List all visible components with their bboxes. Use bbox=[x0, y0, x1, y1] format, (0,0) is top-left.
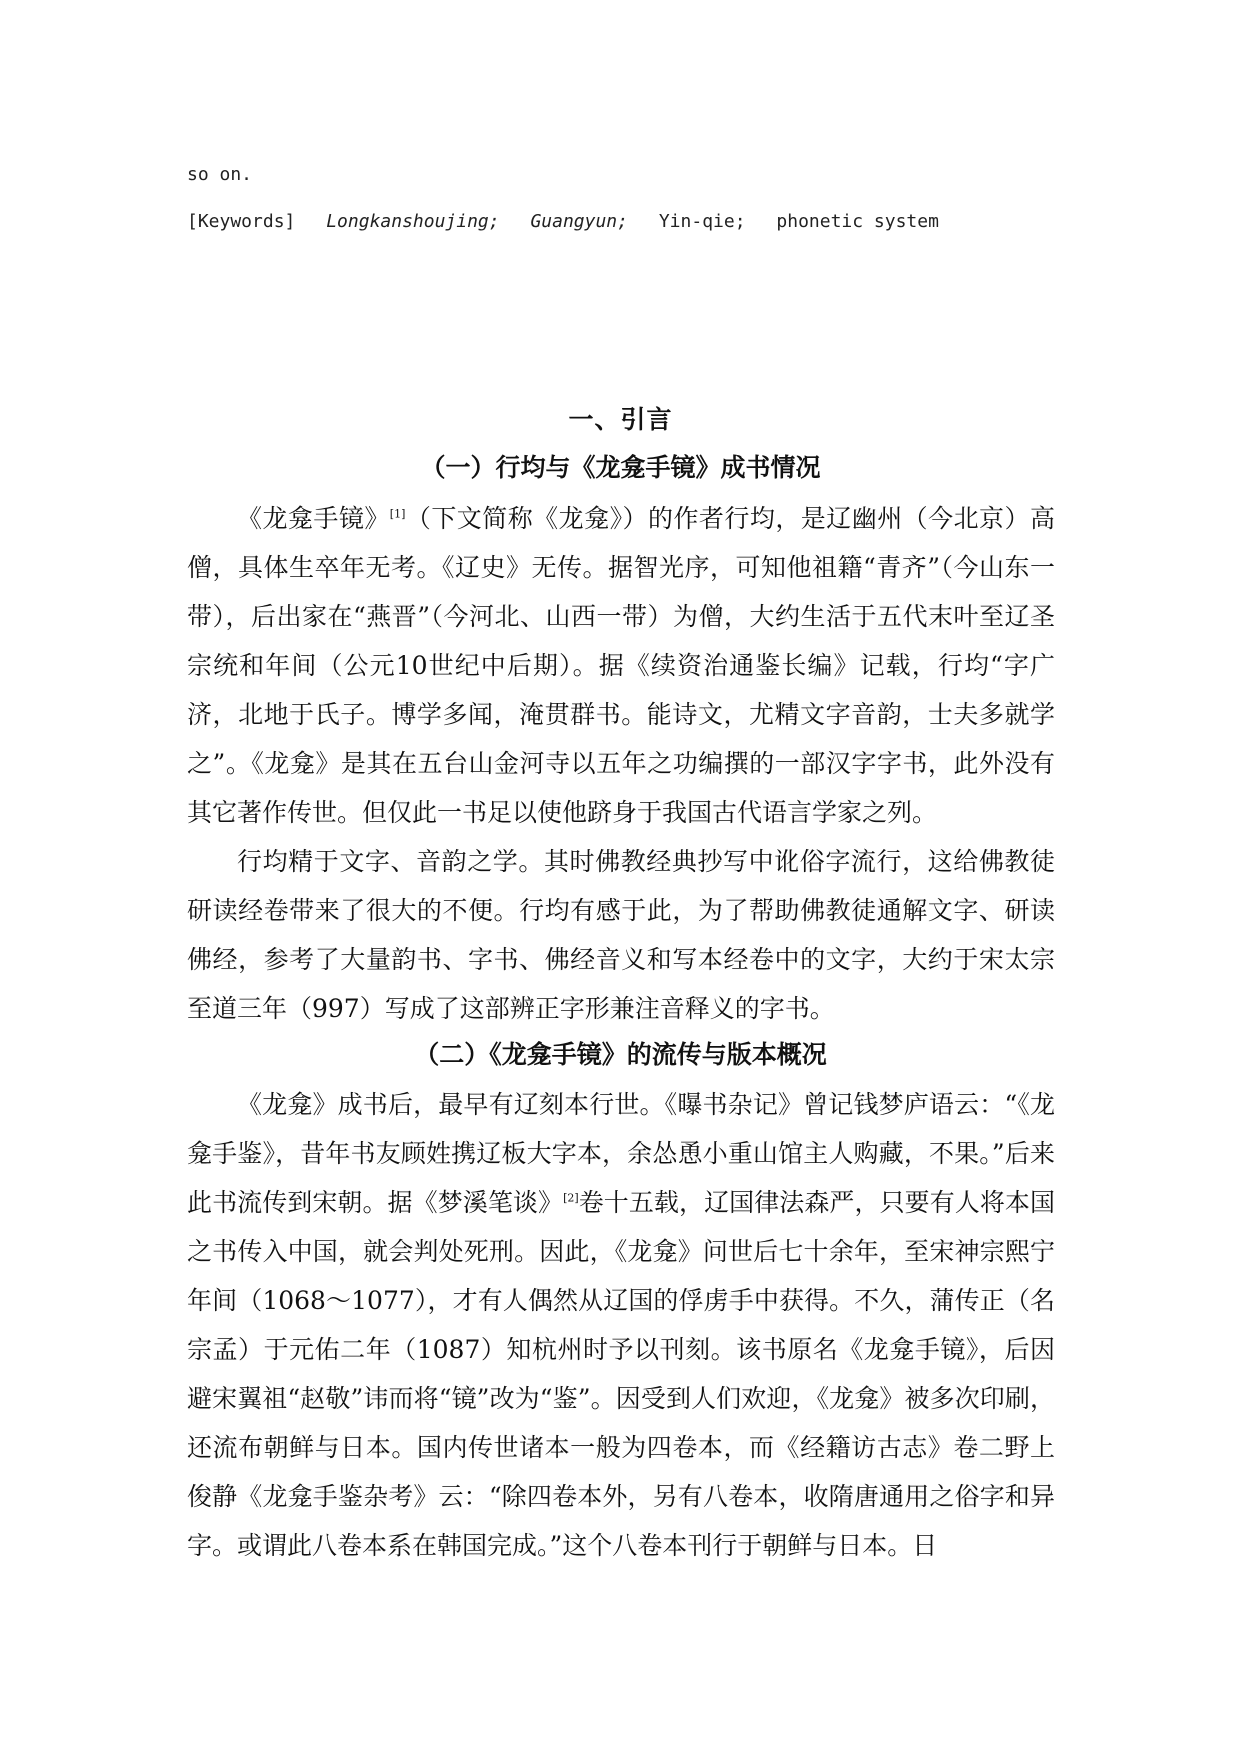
keyword: Yin-qie; bbox=[658, 211, 746, 232]
paragraph: 《龙龛手镜》[1]（下文简称《龙龛》）的作者行均，是辽幽州（今北京）高僧，具体生卒年无考。《辽史》无传。据智光序，可知他祖籍“青齐”（今山东一带），后出家在“燕晋”（今河北、山西一带）为僧，大约生活于五代末叶至辽圣宗统和年间（公元10世纪中后期）。据《续资治通鉴长编》记载，行均“字广济，北地于氏子。博学多闻，淹贯群书。能诗文，尤精文字音韵，士夫多就学之”。《龙龛》是其在五台山金河寺以五年之功编撰的一部汉字字书，此外没有其它著作传世。但仅此一书足以使他跻身于我国古代语言学家之列。 bbox=[187, 504, 1055, 827]
keyword: phonetic system bbox=[776, 211, 939, 232]
paragraph: 行均精于文字、音韵之学。其时佛教经典抄写中讹俗字流行，这给佛教徒研读经卷带来了很大的不便。行均有感于此，为了帮助佛教徒通解文字、研读佛经，参考了大量韵书、字书、佛经音义和写本经卷中的文字，大约于宋太宗至道三年（997）写成了这部辨正字形兼注音释义的字书。 bbox=[187, 847, 1055, 1023]
paragraph: 《龙龛》成书后，最早有辽刻本行世。《曝书杂记》曾记钱梦庐语云：“《龙龛手鉴》，昔年书友顾姓携辽板大字本，余怂恿小重山馆主人购藏，不果。”后来此书流传到宋朝。据《梦溪笔谈》[2]卷十五载，辽国律法森严，只要有人将本国之书传入中国，就会判处死刑。因此，《龙龛》问世后七十余年，至宋神宗熙宁年间（1068～1077），才有人偶然从辽国的俘虏手中获得。不久，蒲传正（名宗孟）于元佑二年（1087）知杭州时予以刊刻。该书原名《龙龛手镜》，后因避宋翼祖“赵敬”讳而将“镜”改为“鉴”。因受到人们欢迎，《龙龛》被多次印刷，还流布朝鲜与日本。国内传世诸本一般为四卷本，而《经籍访古志》卷二野上俊静《龙龛手鉴杂考》云：“除四卷本外，另有八卷本，收隋唐通用之俗字和异字。或谓此八卷本系在韩国完成。”这个八卷本刊行于朝鲜与日本。日 bbox=[187, 1090, 1055, 1560]
citation-ref: [1] bbox=[389, 507, 406, 521]
subsection-heading: （二）《龙龛手镜》的流传与版本概况 bbox=[414, 1040, 827, 1069]
keyword: Longkanshoujing; bbox=[326, 211, 500, 232]
keywords-label: [Keywords] bbox=[187, 211, 296, 232]
keyword: Guangyun; bbox=[530, 211, 628, 232]
keywords-line bbox=[187, 211, 939, 232]
section-heading: 一、引言 bbox=[568, 405, 673, 434]
citation-ref: [2] bbox=[563, 1191, 579, 1205]
abstract-ending: so on. bbox=[187, 164, 253, 185]
subsection-heading: （一）行均与《龙龛手镜》成书情况 bbox=[420, 453, 821, 482]
